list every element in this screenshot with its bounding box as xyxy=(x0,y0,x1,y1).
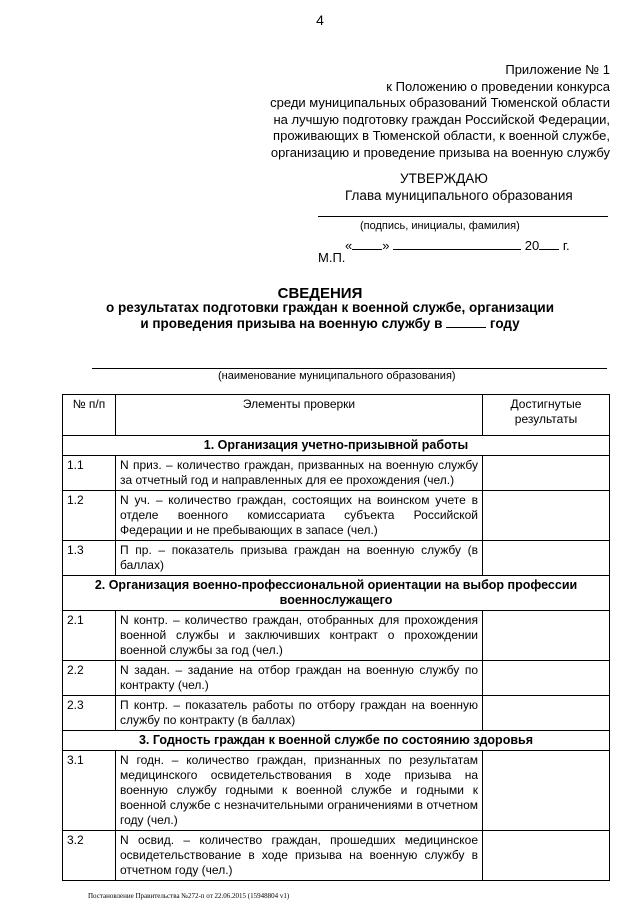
footer-note: Постановление Правительства №272-п от 22.06.2015 (15948804 v1) xyxy=(88,892,290,900)
section-row xyxy=(63,576,610,611)
row-result-cell[interactable] xyxy=(483,661,610,696)
appendix-line: проживающих в Тюменской области, к военной службе, xyxy=(273,128,610,143)
row-result-cell[interactable] xyxy=(483,491,610,541)
row-description: N годн. – количество граждан, признанных по результатам медицинского освидетельствования в ходе призыва на военную службу годными к военной службе и годными к военной службе с незначительными ограничениями в отчетном году (чел.) xyxy=(116,751,483,831)
section-row xyxy=(63,731,610,751)
row-result-cell[interactable] xyxy=(483,696,610,731)
row-number: 1.3 xyxy=(63,541,116,576)
row-result-cell[interactable] xyxy=(483,456,610,491)
table-row xyxy=(63,541,610,576)
table-row xyxy=(63,491,610,541)
row-number: 2.1 xyxy=(63,611,116,661)
subtitle-line-2 xyxy=(80,316,580,332)
appendix-line: на лучшую подготовку граждан Российской Федерации, xyxy=(273,111,610,127)
subtitle-line-1: о результатах подготовки граждан к военной службе, организации xyxy=(105,300,554,315)
date-year-prefix: 20 xyxy=(524,238,540,253)
section-title: 1. Организация учетно-призывной работы xyxy=(63,436,610,456)
date-quote-close: » xyxy=(382,238,390,253)
row-description: N уч. – количество граждан, состоящих на воинском учете в отделе военного комиссариата субъекта Российской Федерации и не пребывающих в запасе (чел.) xyxy=(116,491,483,541)
date-line xyxy=(345,236,570,253)
row-number: 3.1 xyxy=(63,751,116,831)
appendix-block xyxy=(210,62,610,161)
row-number: 2.3 xyxy=(63,696,116,731)
document-title: СВЕДЕНИЯ xyxy=(277,285,363,302)
appendix-line: к Положению о проведении конкурса xyxy=(386,78,610,94)
municipality-line xyxy=(92,368,607,369)
table-row xyxy=(63,751,610,831)
row-description: П пр. – показатель призыва граждан на военную службу (в баллах) xyxy=(116,541,483,576)
subtitle-line-2-end: году xyxy=(489,316,520,331)
table-row xyxy=(63,661,610,696)
date-year-blank xyxy=(539,236,559,250)
row-result-cell[interactable] xyxy=(483,751,610,831)
municipality-caption: (наименование муниципального образования) xyxy=(218,370,456,382)
section-title: 3. Годность граждан к военной службе по состоянию здоровья xyxy=(63,731,610,751)
row-description: П контр. – показатель работы по отбору граждан на военную службу по контракту (в баллах) xyxy=(116,696,483,731)
table-row xyxy=(63,611,610,661)
header-num: № п/п xyxy=(63,395,116,436)
year-blank xyxy=(446,327,486,328)
table-row xyxy=(63,696,610,731)
table-row xyxy=(63,456,610,491)
row-result-cell[interactable] xyxy=(483,611,610,661)
row-number: 3.2 xyxy=(63,831,116,881)
appendix-line: Приложение № 1 xyxy=(505,62,610,77)
page-number: 4 xyxy=(316,12,324,28)
table-row xyxy=(63,831,610,881)
document-subtitle xyxy=(80,300,580,332)
date-quote-open: « xyxy=(345,238,353,253)
head-title: Глава муниципального образования xyxy=(345,188,573,203)
appendix-line: среди муниципальных образований Тюменской области xyxy=(270,95,610,110)
table-header-row xyxy=(63,395,610,436)
signature-caption: (подпись, инициалы, фамилия) xyxy=(360,220,520,232)
results-table xyxy=(62,394,610,881)
row-description: N приз. – количество граждан, призванных на военную службу за отчетный год и направленных для ее прохождения (чел.) xyxy=(116,456,483,491)
stamp-label: М.П. xyxy=(318,250,346,265)
approve-label: УТВЕРЖДАЮ xyxy=(400,171,488,186)
row-description: N контр. – количество граждан, отобранных для прохождения военной службы и заключивших контракт о прохождении военной службы за год (чел.) xyxy=(116,611,483,661)
section-row xyxy=(63,436,610,456)
row-number: 2.2 xyxy=(63,661,116,696)
row-description: N задан. – задание на отбор граждан на военную службу по контракту (чел.) xyxy=(116,661,483,696)
appendix-line: организацию и проведение призыва на военную службу xyxy=(270,144,610,160)
row-number: 1.2 xyxy=(63,491,116,541)
header-results: Достигнутые результаты xyxy=(483,395,610,436)
row-result-cell[interactable] xyxy=(483,541,610,576)
section-title: 2. Организация военно-профессиональной ориентации на выбор профессии военнослужащего xyxy=(63,576,610,611)
date-year-suffix: г. xyxy=(562,238,570,253)
row-description: N освид. – количество граждан, прошедших медицинское освидетельствование в ходе призыва на военную службу в отчетном году (чел.) xyxy=(116,831,483,881)
signature-line xyxy=(318,216,608,217)
date-day-blank xyxy=(352,236,382,250)
subtitle-line-2-start: и проведения призыва на военную службу в xyxy=(140,316,443,331)
date-month-blank xyxy=(393,236,521,250)
row-result-cell[interactable] xyxy=(483,831,610,881)
row-number: 1.1 xyxy=(63,456,116,491)
header-elements: Элементы проверки xyxy=(116,395,483,436)
